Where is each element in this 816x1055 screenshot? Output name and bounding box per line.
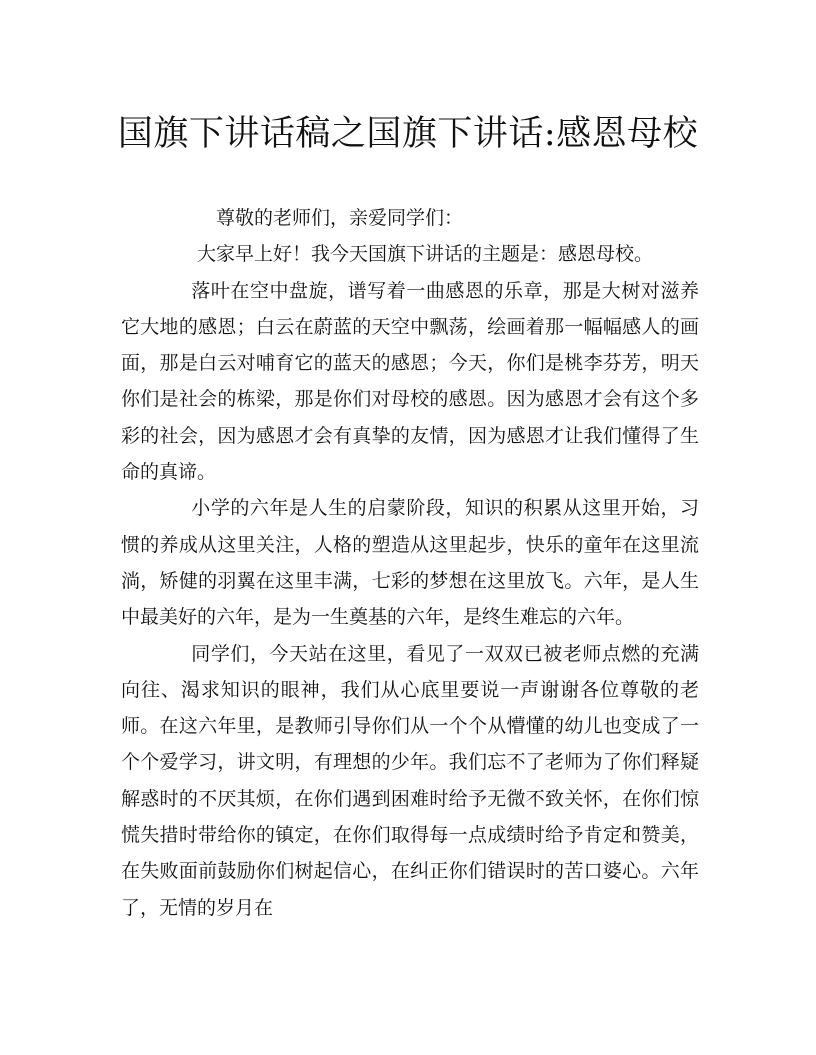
body-paragraph: 小学的六年是人生的启蒙阶段，知识的积累从这里开始，习惯的养成从这里关注，人格的塑造从这里起步，快乐的童年在这里流淌，矫健的羽翼在这里丰满，七彩的梦想在这里放飞。六年，是人生中最美好的六年，是为一生奠基的六年，是终生难忘的六年。 bbox=[121, 497, 699, 629]
document-body bbox=[121, 200, 699, 926]
body-paragraph: 落叶在空中盘旋，谱写着一曲感恩的乐章，那是大树对滋养它大地的感恩；白云在蔚蓝的天空中飘荡，绘画着那一幅幅感人的画面，那是白云对哺育它的蓝天的感恩；今天，你们是桃李芬芳，明天你们是社会的栋梁，那是你们对母校的感恩。因为感恩才会有这个多彩的社会，因为感恩才会有真挚的友情，因为感恩才让我们懂得了生命的真谛。 bbox=[121, 279, 699, 484]
salutation-paragraph: 尊敬的老师们，亲爱同学们： bbox=[216, 207, 464, 229]
document-title: 国旗下讲话稿之国旗下讲话:感恩母校 bbox=[117, 114, 699, 154]
body-paragraph: 同学们，今天站在这里，看见了一双双已被老师点燃的充满向往、渴求知识的眼神，我们从心底里要说一声谢谢各位尊敬的老师。在这六年里，是教师引导你们从一个个从懵懂的幼儿也变成了一个个爱学习，讲文明，有理想的少年。我们忘不了老师为了你们释疑解惑时的不厌其烦，在你们遇到困难时给予无微不致关怀，在你们惊慌失措时带给你的镇定，在你们取得每一点成绩时给予肯定和赞美，在失败面前鼓励你们树起信心，在纠正你们错误时的苦口婆心。六年了，无情的岁月在 bbox=[121, 642, 699, 919]
greeting-paragraph: 大家早上好！我今天国旗下讲话的主题是：感恩母校。 bbox=[197, 243, 654, 266]
